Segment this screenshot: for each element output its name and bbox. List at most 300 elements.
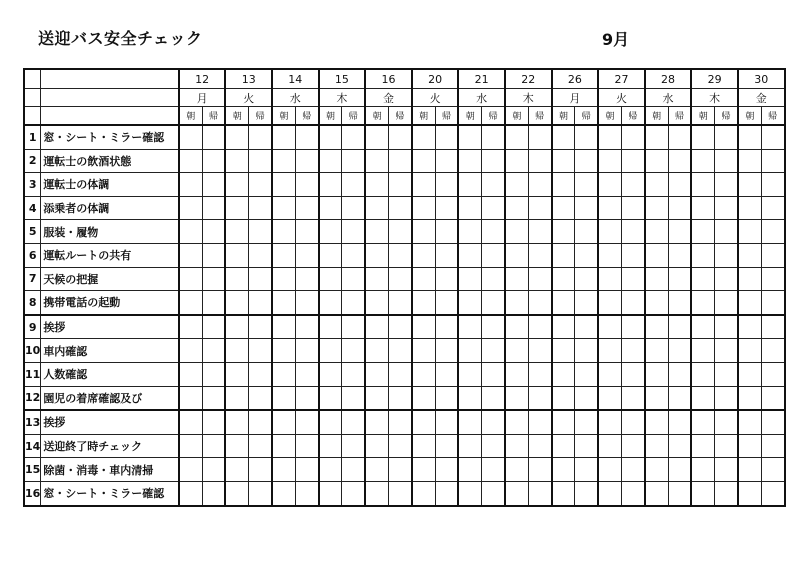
check-cell-return[interactable] — [715, 291, 738, 315]
check-cell-morning[interactable] — [691, 220, 714, 244]
check-cell-morning[interactable] — [645, 173, 668, 197]
check-cell-return[interactable] — [761, 410, 784, 434]
check-cell-morning[interactable] — [505, 173, 528, 197]
check-cell-morning[interactable] — [272, 220, 295, 244]
check-cell-return[interactable] — [528, 315, 551, 339]
check-cell-morning[interactable] — [505, 196, 528, 220]
check-cell-morning[interactable] — [552, 362, 575, 386]
check-cell-return[interactable] — [295, 315, 318, 339]
check-cell-morning[interactable] — [505, 125, 528, 149]
check-cell-morning[interactable] — [272, 410, 295, 434]
check-cell-morning[interactable] — [458, 291, 481, 315]
check-cell-return[interactable] — [295, 291, 318, 315]
check-cell-return[interactable] — [249, 339, 272, 363]
check-cell-return[interactable] — [295, 173, 318, 197]
check-cell-return[interactable] — [202, 481, 225, 505]
check-cell-morning[interactable] — [225, 458, 248, 482]
check-cell-morning[interactable] — [272, 173, 295, 197]
check-cell-morning[interactable] — [272, 339, 295, 363]
check-cell-return[interactable] — [249, 149, 272, 173]
check-cell-return[interactable] — [575, 173, 598, 197]
check-cell-morning[interactable] — [225, 220, 248, 244]
check-cell-return[interactable] — [668, 458, 691, 482]
check-cell-return[interactable] — [435, 481, 458, 505]
check-cell-morning[interactable] — [365, 149, 388, 173]
check-cell-morning[interactable] — [412, 362, 435, 386]
check-cell-morning[interactable] — [552, 220, 575, 244]
check-cell-return[interactable] — [715, 315, 738, 339]
check-cell-return[interactable] — [388, 434, 411, 458]
check-cell-morning[interactable] — [412, 458, 435, 482]
check-cell-return[interactable] — [388, 267, 411, 291]
check-cell-morning[interactable] — [225, 291, 248, 315]
check-cell-return[interactable] — [575, 339, 598, 363]
check-cell-return[interactable] — [388, 243, 411, 267]
check-cell-return[interactable] — [575, 125, 598, 149]
check-cell-morning[interactable] — [738, 458, 761, 482]
check-cell-return[interactable] — [342, 267, 365, 291]
check-cell-morning[interactable] — [458, 339, 481, 363]
check-cell-return[interactable] — [668, 291, 691, 315]
check-cell-return[interactable] — [202, 434, 225, 458]
check-cell-return[interactable] — [668, 243, 691, 267]
check-cell-return[interactable] — [528, 481, 551, 505]
check-cell-morning[interactable] — [598, 173, 621, 197]
check-cell-morning[interactable] — [645, 410, 668, 434]
check-cell-return[interactable] — [761, 125, 784, 149]
check-cell-return[interactable] — [249, 243, 272, 267]
check-cell-morning[interactable] — [691, 339, 714, 363]
check-cell-return[interactable] — [435, 220, 458, 244]
check-cell-morning[interactable] — [365, 125, 388, 149]
check-cell-return[interactable] — [668, 434, 691, 458]
check-cell-return[interactable] — [249, 267, 272, 291]
check-cell-return[interactable] — [528, 267, 551, 291]
check-cell-return[interactable] — [528, 125, 551, 149]
check-cell-morning[interactable] — [179, 243, 202, 267]
check-cell-return[interactable] — [668, 220, 691, 244]
check-cell-morning[interactable] — [552, 410, 575, 434]
check-cell-return[interactable] — [295, 410, 318, 434]
check-cell-return[interactable] — [295, 220, 318, 244]
check-cell-return[interactable] — [388, 196, 411, 220]
check-cell-return[interactable] — [482, 458, 505, 482]
check-cell-morning[interactable] — [458, 149, 481, 173]
check-cell-return[interactable] — [249, 458, 272, 482]
check-cell-morning[interactable] — [319, 362, 342, 386]
check-cell-morning[interactable] — [738, 315, 761, 339]
check-cell-morning[interactable] — [272, 291, 295, 315]
check-cell-morning[interactable] — [505, 220, 528, 244]
check-cell-morning[interactable] — [458, 125, 481, 149]
check-cell-morning[interactable] — [319, 386, 342, 410]
check-cell-morning[interactable] — [319, 434, 342, 458]
check-cell-return[interactable] — [761, 315, 784, 339]
check-cell-morning[interactable] — [458, 196, 481, 220]
check-cell-morning[interactable] — [458, 267, 481, 291]
check-cell-return[interactable] — [715, 243, 738, 267]
check-cell-return[interactable] — [342, 339, 365, 363]
check-cell-morning[interactable] — [738, 149, 761, 173]
check-cell-return[interactable] — [528, 386, 551, 410]
check-cell-morning[interactable] — [691, 362, 714, 386]
check-cell-return[interactable] — [482, 386, 505, 410]
check-cell-return[interactable] — [249, 315, 272, 339]
check-cell-return[interactable] — [342, 220, 365, 244]
check-cell-morning[interactable] — [412, 125, 435, 149]
check-cell-morning[interactable] — [691, 458, 714, 482]
check-cell-return[interactable] — [482, 196, 505, 220]
check-cell-morning[interactable] — [505, 149, 528, 173]
check-cell-morning[interactable] — [691, 315, 714, 339]
check-cell-morning[interactable] — [458, 410, 481, 434]
check-cell-morning[interactable] — [738, 291, 761, 315]
check-cell-return[interactable] — [202, 315, 225, 339]
check-cell-return[interactable] — [202, 339, 225, 363]
check-cell-return[interactable] — [435, 315, 458, 339]
check-cell-morning[interactable] — [505, 481, 528, 505]
check-cell-return[interactable] — [575, 291, 598, 315]
check-cell-morning[interactable] — [272, 196, 295, 220]
check-cell-morning[interactable] — [412, 386, 435, 410]
check-cell-return[interactable] — [388, 386, 411, 410]
check-cell-morning[interactable] — [319, 220, 342, 244]
check-cell-return[interactable] — [202, 196, 225, 220]
check-cell-morning[interactable] — [505, 243, 528, 267]
check-cell-morning[interactable] — [691, 291, 714, 315]
check-cell-morning[interactable] — [738, 386, 761, 410]
check-cell-morning[interactable] — [458, 315, 481, 339]
check-cell-return[interactable] — [435, 458, 458, 482]
check-cell-morning[interactable] — [645, 125, 668, 149]
check-cell-morning[interactable] — [505, 386, 528, 410]
check-cell-return[interactable] — [249, 481, 272, 505]
check-cell-morning[interactable] — [412, 410, 435, 434]
check-cell-morning[interactable] — [552, 173, 575, 197]
check-cell-return[interactable] — [435, 173, 458, 197]
check-cell-morning[interactable] — [458, 362, 481, 386]
check-cell-return[interactable] — [668, 315, 691, 339]
check-cell-return[interactable] — [295, 481, 318, 505]
check-cell-morning[interactable] — [691, 410, 714, 434]
check-cell-return[interactable] — [528, 362, 551, 386]
check-cell-morning[interactable] — [225, 173, 248, 197]
check-cell-return[interactable] — [575, 362, 598, 386]
check-cell-morning[interactable] — [179, 362, 202, 386]
check-cell-return[interactable] — [342, 458, 365, 482]
check-cell-morning[interactable] — [598, 267, 621, 291]
check-cell-return[interactable] — [435, 410, 458, 434]
check-cell-morning[interactable] — [552, 243, 575, 267]
check-cell-morning[interactable] — [505, 291, 528, 315]
check-cell-morning[interactable] — [691, 125, 714, 149]
check-cell-return[interactable] — [342, 291, 365, 315]
check-cell-return[interactable] — [528, 410, 551, 434]
check-cell-return[interactable] — [621, 481, 644, 505]
check-cell-morning[interactable] — [691, 434, 714, 458]
check-cell-morning[interactable] — [412, 220, 435, 244]
check-cell-morning[interactable] — [645, 267, 668, 291]
check-cell-morning[interactable] — [225, 481, 248, 505]
check-cell-morning[interactable] — [365, 410, 388, 434]
check-cell-return[interactable] — [388, 173, 411, 197]
check-cell-return[interactable] — [715, 434, 738, 458]
check-cell-return[interactable] — [621, 362, 644, 386]
check-cell-return[interactable] — [388, 149, 411, 173]
check-cell-morning[interactable] — [225, 267, 248, 291]
check-cell-morning[interactable] — [412, 434, 435, 458]
check-cell-morning[interactable] — [412, 291, 435, 315]
check-cell-return[interactable] — [342, 173, 365, 197]
check-cell-morning[interactable] — [179, 315, 202, 339]
check-cell-return[interactable] — [668, 410, 691, 434]
check-cell-return[interactable] — [202, 173, 225, 197]
check-cell-morning[interactable] — [412, 173, 435, 197]
check-cell-return[interactable] — [761, 149, 784, 173]
check-cell-morning[interactable] — [552, 458, 575, 482]
check-cell-return[interactable] — [249, 410, 272, 434]
check-cell-morning[interactable] — [645, 458, 668, 482]
check-cell-morning[interactable] — [272, 315, 295, 339]
check-cell-return[interactable] — [761, 458, 784, 482]
check-cell-return[interactable] — [482, 315, 505, 339]
check-cell-return[interactable] — [668, 196, 691, 220]
check-cell-morning[interactable] — [645, 149, 668, 173]
check-cell-morning[interactable] — [598, 243, 621, 267]
check-cell-return[interactable] — [621, 410, 644, 434]
check-cell-return[interactable] — [435, 149, 458, 173]
check-cell-return[interactable] — [388, 220, 411, 244]
check-cell-return[interactable] — [575, 481, 598, 505]
check-cell-morning[interactable] — [225, 315, 248, 339]
check-cell-morning[interactable] — [365, 267, 388, 291]
check-cell-return[interactable] — [342, 481, 365, 505]
check-cell-return[interactable] — [575, 315, 598, 339]
check-cell-morning[interactable] — [365, 173, 388, 197]
check-cell-return[interactable] — [668, 149, 691, 173]
check-cell-return[interactable] — [715, 196, 738, 220]
check-cell-morning[interactable] — [179, 410, 202, 434]
check-cell-return[interactable] — [435, 125, 458, 149]
check-cell-morning[interactable] — [179, 220, 202, 244]
check-cell-morning[interactable] — [225, 243, 248, 267]
check-cell-return[interactable] — [761, 339, 784, 363]
check-cell-morning[interactable] — [691, 173, 714, 197]
check-cell-return[interactable] — [482, 173, 505, 197]
check-cell-morning[interactable] — [458, 220, 481, 244]
check-cell-morning[interactable] — [225, 339, 248, 363]
check-cell-return[interactable] — [528, 173, 551, 197]
check-cell-morning[interactable] — [319, 125, 342, 149]
check-cell-morning[interactable] — [552, 315, 575, 339]
check-cell-morning[interactable] — [691, 196, 714, 220]
check-cell-morning[interactable] — [225, 386, 248, 410]
check-cell-return[interactable] — [482, 481, 505, 505]
check-cell-return[interactable] — [249, 362, 272, 386]
check-cell-morning[interactable] — [225, 410, 248, 434]
check-cell-morning[interactable] — [272, 362, 295, 386]
check-cell-return[interactable] — [668, 173, 691, 197]
check-cell-return[interactable] — [528, 291, 551, 315]
check-cell-return[interactable] — [575, 196, 598, 220]
check-cell-morning[interactable] — [738, 434, 761, 458]
check-cell-return[interactable] — [715, 362, 738, 386]
check-cell-return[interactable] — [295, 267, 318, 291]
check-cell-return[interactable] — [388, 410, 411, 434]
check-cell-return[interactable] — [621, 458, 644, 482]
check-cell-morning[interactable] — [319, 315, 342, 339]
check-cell-morning[interactable] — [691, 267, 714, 291]
check-cell-return[interactable] — [342, 362, 365, 386]
check-cell-morning[interactable] — [552, 481, 575, 505]
check-cell-return[interactable] — [295, 243, 318, 267]
check-cell-return[interactable] — [249, 434, 272, 458]
check-cell-return[interactable] — [202, 149, 225, 173]
check-cell-morning[interactable] — [319, 458, 342, 482]
check-cell-return[interactable] — [528, 220, 551, 244]
check-cell-return[interactable] — [295, 125, 318, 149]
check-cell-return[interactable] — [388, 481, 411, 505]
check-cell-return[interactable] — [388, 315, 411, 339]
check-cell-morning[interactable] — [505, 339, 528, 363]
check-cell-morning[interactable] — [738, 362, 761, 386]
check-cell-morning[interactable] — [645, 339, 668, 363]
check-cell-return[interactable] — [249, 173, 272, 197]
check-cell-return[interactable] — [761, 386, 784, 410]
check-cell-morning[interactable] — [412, 315, 435, 339]
check-cell-morning[interactable] — [272, 481, 295, 505]
check-cell-morning[interactable] — [272, 458, 295, 482]
check-cell-return[interactable] — [715, 125, 738, 149]
check-cell-morning[interactable] — [598, 315, 621, 339]
check-cell-morning[interactable] — [645, 243, 668, 267]
check-cell-morning[interactable] — [598, 434, 621, 458]
check-cell-morning[interactable] — [365, 386, 388, 410]
check-cell-morning[interactable] — [319, 291, 342, 315]
check-cell-morning[interactable] — [458, 386, 481, 410]
check-cell-return[interactable] — [761, 267, 784, 291]
check-cell-return[interactable] — [202, 267, 225, 291]
check-cell-return[interactable] — [668, 481, 691, 505]
check-cell-morning[interactable] — [691, 243, 714, 267]
check-cell-morning[interactable] — [552, 291, 575, 315]
check-cell-morning[interactable] — [552, 386, 575, 410]
check-cell-morning[interactable] — [598, 481, 621, 505]
check-cell-return[interactable] — [621, 149, 644, 173]
check-cell-return[interactable] — [295, 434, 318, 458]
check-cell-return[interactable] — [668, 386, 691, 410]
check-cell-morning[interactable] — [505, 267, 528, 291]
check-cell-return[interactable] — [715, 386, 738, 410]
check-cell-morning[interactable] — [738, 173, 761, 197]
check-cell-morning[interactable] — [458, 173, 481, 197]
check-cell-return[interactable] — [528, 458, 551, 482]
check-cell-return[interactable] — [342, 315, 365, 339]
check-cell-return[interactable] — [715, 339, 738, 363]
check-cell-morning[interactable] — [598, 291, 621, 315]
check-cell-return[interactable] — [388, 291, 411, 315]
check-cell-return[interactable] — [575, 386, 598, 410]
check-cell-morning[interactable] — [179, 481, 202, 505]
check-cell-return[interactable] — [249, 386, 272, 410]
check-cell-return[interactable] — [295, 339, 318, 363]
check-cell-morning[interactable] — [458, 481, 481, 505]
check-cell-return[interactable] — [435, 243, 458, 267]
check-cell-return[interactable] — [482, 125, 505, 149]
check-cell-morning[interactable] — [225, 125, 248, 149]
check-cell-morning[interactable] — [412, 149, 435, 173]
check-cell-return[interactable] — [528, 339, 551, 363]
check-cell-return[interactable] — [482, 291, 505, 315]
check-cell-return[interactable] — [388, 339, 411, 363]
check-cell-return[interactable] — [761, 173, 784, 197]
check-cell-return[interactable] — [342, 149, 365, 173]
check-cell-return[interactable] — [621, 173, 644, 197]
check-cell-morning[interactable] — [179, 386, 202, 410]
check-cell-morning[interactable] — [645, 362, 668, 386]
check-cell-return[interactable] — [435, 386, 458, 410]
check-cell-morning[interactable] — [272, 267, 295, 291]
check-cell-morning[interactable] — [412, 339, 435, 363]
check-cell-morning[interactable] — [598, 362, 621, 386]
check-cell-morning[interactable] — [225, 362, 248, 386]
check-cell-morning[interactable] — [598, 220, 621, 244]
check-cell-return[interactable] — [388, 362, 411, 386]
check-cell-return[interactable] — [528, 243, 551, 267]
check-cell-morning[interactable] — [738, 339, 761, 363]
check-cell-morning[interactable] — [552, 196, 575, 220]
check-cell-morning[interactable] — [598, 149, 621, 173]
check-cell-return[interactable] — [761, 434, 784, 458]
check-cell-morning[interactable] — [272, 386, 295, 410]
check-cell-morning[interactable] — [598, 410, 621, 434]
check-cell-return[interactable] — [621, 243, 644, 267]
check-cell-morning[interactable] — [505, 434, 528, 458]
check-cell-return[interactable] — [249, 220, 272, 244]
check-cell-return[interactable] — [202, 243, 225, 267]
check-cell-morning[interactable] — [319, 173, 342, 197]
check-cell-morning[interactable] — [505, 315, 528, 339]
check-cell-morning[interactable] — [179, 173, 202, 197]
check-cell-morning[interactable] — [458, 458, 481, 482]
check-cell-morning[interactable] — [272, 243, 295, 267]
check-cell-return[interactable] — [575, 410, 598, 434]
check-cell-return[interactable] — [621, 196, 644, 220]
check-cell-morning[interactable] — [365, 481, 388, 505]
check-cell-morning[interactable] — [552, 149, 575, 173]
check-cell-return[interactable] — [621, 339, 644, 363]
check-cell-morning[interactable] — [738, 196, 761, 220]
check-cell-return[interactable] — [575, 458, 598, 482]
check-cell-morning[interactable] — [598, 458, 621, 482]
check-cell-return[interactable] — [482, 339, 505, 363]
check-cell-return[interactable] — [621, 267, 644, 291]
check-cell-morning[interactable] — [645, 291, 668, 315]
check-cell-return[interactable] — [715, 220, 738, 244]
check-cell-return[interactable] — [482, 243, 505, 267]
check-cell-morning[interactable] — [319, 410, 342, 434]
check-cell-morning[interactable] — [179, 339, 202, 363]
check-cell-morning[interactable] — [179, 125, 202, 149]
check-cell-return[interactable] — [342, 434, 365, 458]
check-cell-return[interactable] — [715, 481, 738, 505]
check-cell-morning[interactable] — [552, 339, 575, 363]
check-cell-return[interactable] — [249, 125, 272, 149]
check-cell-return[interactable] — [668, 362, 691, 386]
check-cell-return[interactable] — [715, 458, 738, 482]
check-cell-return[interactable] — [575, 434, 598, 458]
check-cell-return[interactable] — [435, 434, 458, 458]
